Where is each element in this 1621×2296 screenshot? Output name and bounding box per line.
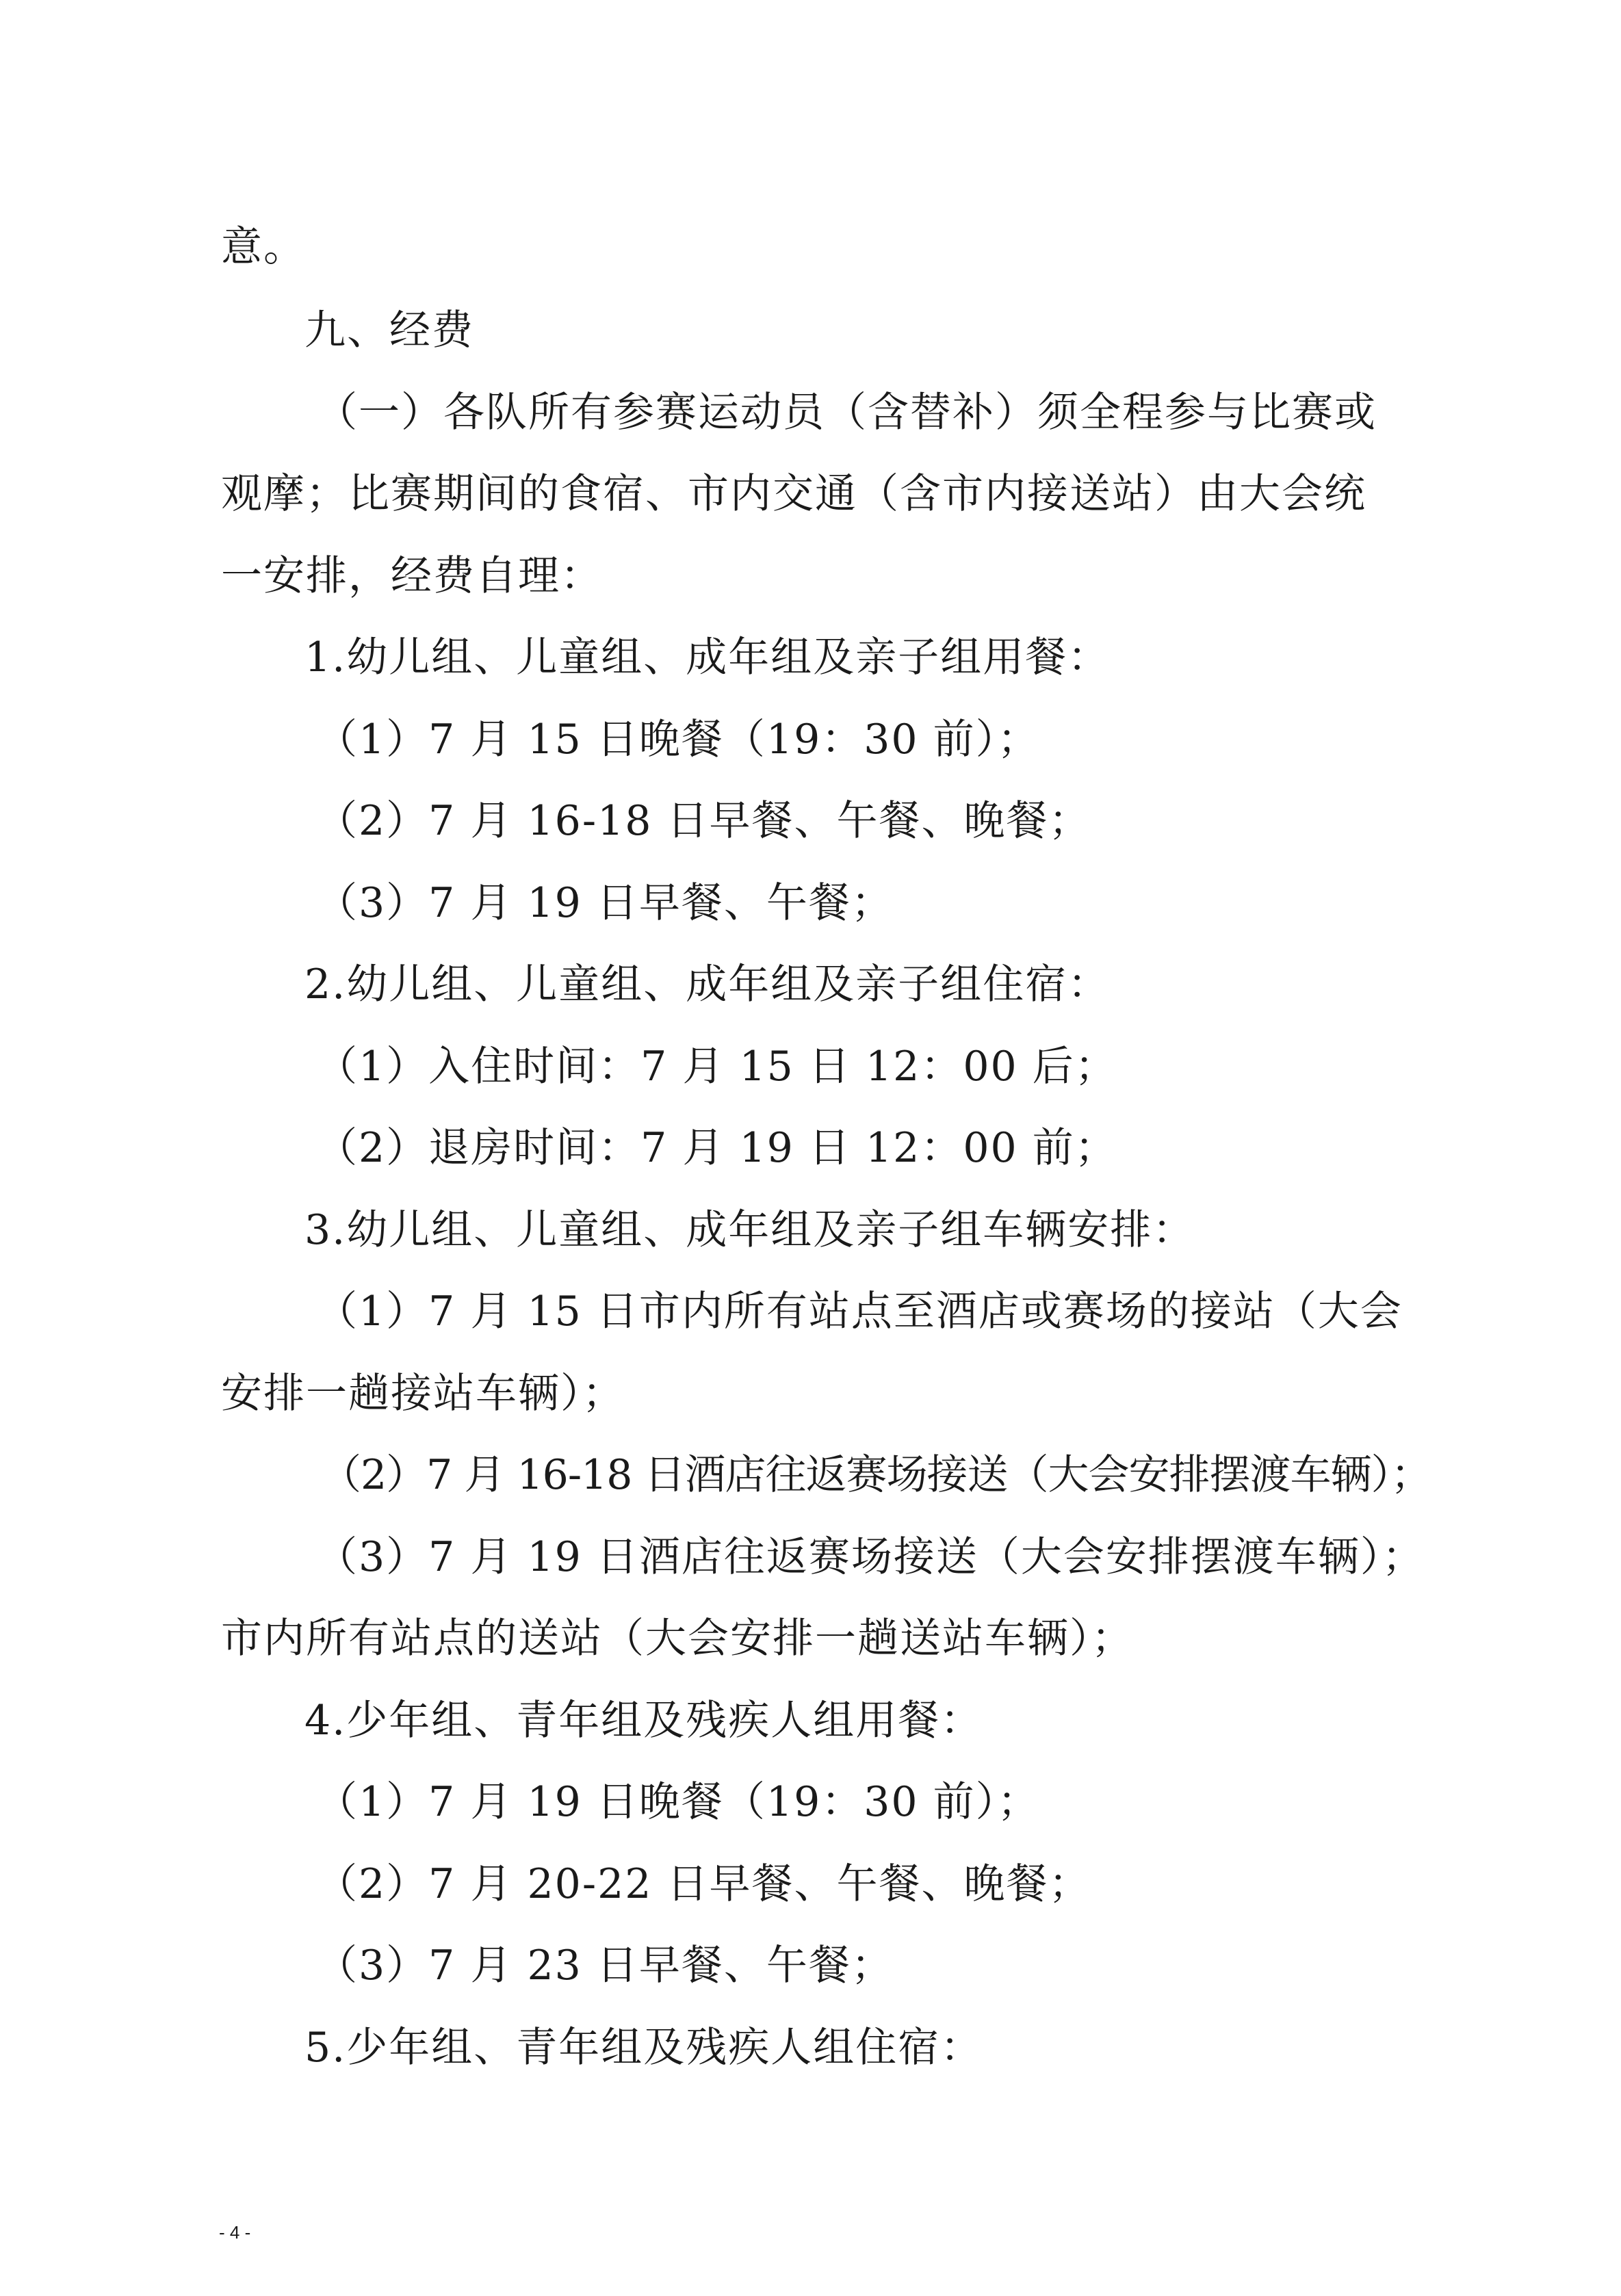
list-heading: 5.少年组、青年组及残疾人组住宿：: [304, 2024, 983, 2072]
section-heading: 九、经费: [304, 306, 474, 354]
text-line: 意。: [221, 223, 306, 271]
text-line: （一）各队所有参赛运动员（含替补）须全程参与比赛或: [316, 389, 1377, 436]
list-item: （3）7 月 19 日酒店往返赛场接送（大会安排摆渡车辆）；: [316, 1533, 1425, 1581]
list-item: （1）入住时间：7 月 15 日 12：00 后；: [316, 1043, 1117, 1091]
list-item: （2）7 月 16-18 日酒店往返赛场接送（大会安排摆渡车辆）；: [320, 1451, 1431, 1499]
list-heading: 4.少年组、青年组及残疾人组用餐：: [304, 1697, 983, 1745]
list-item: （2）7 月 20-22 日早餐、午餐、晚餐；: [316, 1860, 1091, 1908]
list-heading: 3.幼儿组、儿童组、成年组及亲子组车辆安排：: [304, 1206, 1195, 1254]
text-line: 市内所有站点的送站（大会安排一趟送站车辆）；: [221, 1615, 1134, 1662]
list-heading: 1.幼儿组、儿童组、成年组及亲子组用餐：: [304, 634, 1111, 681]
list-item: （3）7 月 19 日早餐、午餐；: [316, 879, 894, 927]
list-item: （2）退房时间：7 月 19 日 12：00 前；: [316, 1124, 1117, 1172]
text-line: 安排一趟接站车辆）；: [221, 1370, 625, 1418]
list-item: （2）7 月 16-18 日早餐、午餐、晚餐；: [316, 797, 1091, 845]
list-item: （1）7 月 15 日晚餐（19：30 前）；: [316, 716, 1040, 764]
list-heading: 2.幼儿组、儿童组、成年组及亲子组住宿：: [304, 961, 1111, 1008]
list-item: （1）7 月 15 日市内所有站点至酒店或赛场的接站（大会: [316, 1288, 1403, 1335]
text-line: 观摩；比赛期间的食宿、市内交通（含市内接送站）由大会统: [221, 470, 1366, 518]
page-number: - 4 -: [219, 2222, 251, 2243]
list-item: （3）7 月 23 日早餐、午餐；: [316, 1942, 894, 1990]
text-line: 一安排，经费自理：: [221, 552, 603, 600]
list-item: （1）7 月 19 日晚餐（19：30 前）；: [316, 1778, 1040, 1826]
